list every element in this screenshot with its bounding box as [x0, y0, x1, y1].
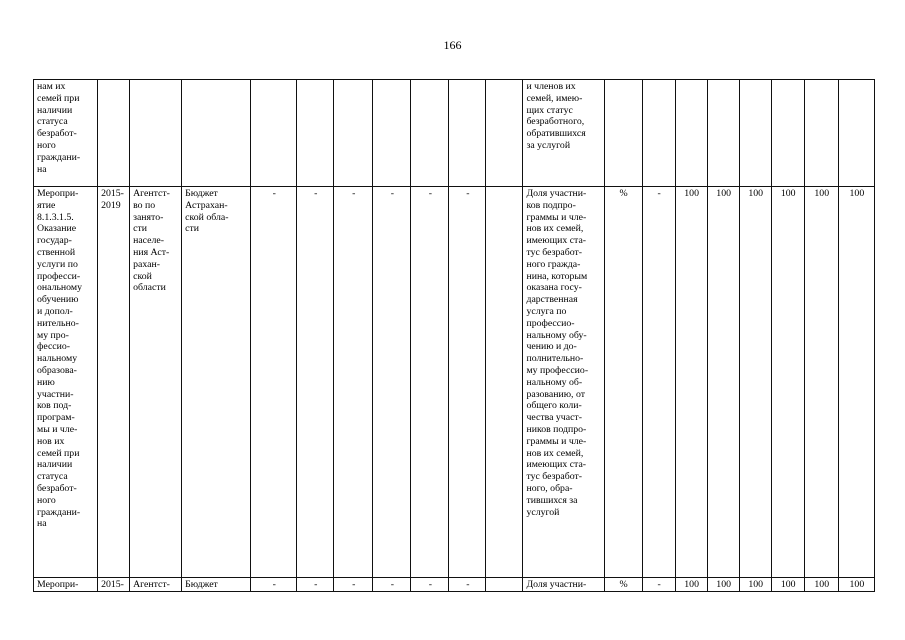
target-value-cell: 100: [675, 578, 707, 592]
source-cell: Бюджет Астрахан- ской обла- сти: [182, 187, 251, 578]
funding-cell: -: [297, 187, 334, 578]
page-number: 166: [443, 38, 462, 52]
activity-name-cell: Меропри- ятие 8.1.3.1.5. Оказание государ- ственной услуги по професси- ональному обучению и допол- нительно- му про- фессио- нальному образова- нию участни- ков под- програм- мы и чле- нов их семей при наличии статуса безработ- ного граждани- на: [34, 187, 98, 578]
funding-cell: [334, 80, 373, 187]
funding-cell: -: [411, 578, 449, 592]
table-row: [34, 80, 875, 187]
funding-cell: [251, 80, 297, 187]
indicator-cell: Доля участни-: [523, 578, 604, 592]
table-row: [34, 187, 875, 578]
target-value-cell: 100: [838, 187, 874, 578]
activity-name-cell: нам их семей при наличии статуса безработ- ного граждани- на: [34, 80, 98, 187]
funding-cell: -: [297, 578, 334, 592]
funding-cell: [449, 80, 486, 187]
funding-cell: -: [373, 187, 411, 578]
target-value-cell: [707, 80, 739, 187]
base-value-cell: -: [642, 578, 675, 592]
target-value-cell: 100: [804, 187, 838, 578]
target-value-cell: [675, 80, 707, 187]
funding-cell: [486, 187, 523, 578]
target-value-cell: [739, 80, 771, 187]
funding-cell: [297, 80, 334, 187]
period-cell: [98, 80, 130, 187]
funding-cell: -: [251, 187, 297, 578]
table-row: [34, 578, 875, 592]
base-value-cell: -: [642, 187, 675, 578]
funding-cell: -: [373, 578, 411, 592]
funding-cell: -: [251, 578, 297, 592]
unit-cell: %: [604, 578, 642, 592]
funding-cell: -: [449, 187, 486, 578]
funding-cell: -: [334, 578, 373, 592]
executor-cell: [130, 80, 182, 187]
indicator-cell: и членов их семей, имею- щих статус безработного, обратившихся за услугой: [523, 80, 604, 187]
funding-cell: -: [449, 578, 486, 592]
funding-cell: [486, 80, 523, 187]
program-table: [33, 79, 875, 592]
funding-cell: -: [334, 187, 373, 578]
target-value-cell: [838, 80, 874, 187]
base-value-cell: [642, 80, 675, 187]
target-value-cell: 100: [771, 578, 804, 592]
period-cell: 2015-: [98, 578, 130, 592]
source-cell: Бюджет: [182, 578, 251, 592]
target-value-cell: [804, 80, 838, 187]
executor-cell: Агентст- во по занято- сти населе- ния Аст- рахан- ской области: [130, 187, 182, 578]
target-value-cell: 100: [771, 187, 804, 578]
funding-cell: [486, 578, 523, 592]
target-value-cell: 100: [739, 187, 771, 578]
period-cell: 2015- 2019: [98, 187, 130, 578]
target-value-cell: 100: [675, 187, 707, 578]
executor-cell: Агентст-: [130, 578, 182, 592]
target-value-cell: 100: [707, 578, 739, 592]
unit-cell: %: [604, 187, 642, 578]
source-cell: [182, 80, 251, 187]
activity-name-cell: Меропри-: [34, 578, 98, 592]
funding-cell: -: [411, 187, 449, 578]
funding-cell: [373, 80, 411, 187]
target-value-cell: 100: [838, 578, 874, 592]
unit-cell: [604, 80, 642, 187]
funding-cell: [411, 80, 449, 187]
target-value-cell: 100: [707, 187, 739, 578]
target-value-cell: 100: [804, 578, 838, 592]
target-value-cell: [771, 80, 804, 187]
indicator-cell: Доля участни- ков подпро- граммы и чле- нов их семей, имеющих ста- тус безработ- ного гражда- нина, которым оказана госу- дарственная услуга по профессио- нальному обу- чению и до- полнительно- му профессио- нальному об- разованию, от общего коли- чества участ- ников подпро- граммы и чле- нов их семей, имеющих ста- тус безработ- ного, обра- тившихся за услугой: [523, 187, 604, 578]
target-value-cell: 100: [739, 578, 771, 592]
